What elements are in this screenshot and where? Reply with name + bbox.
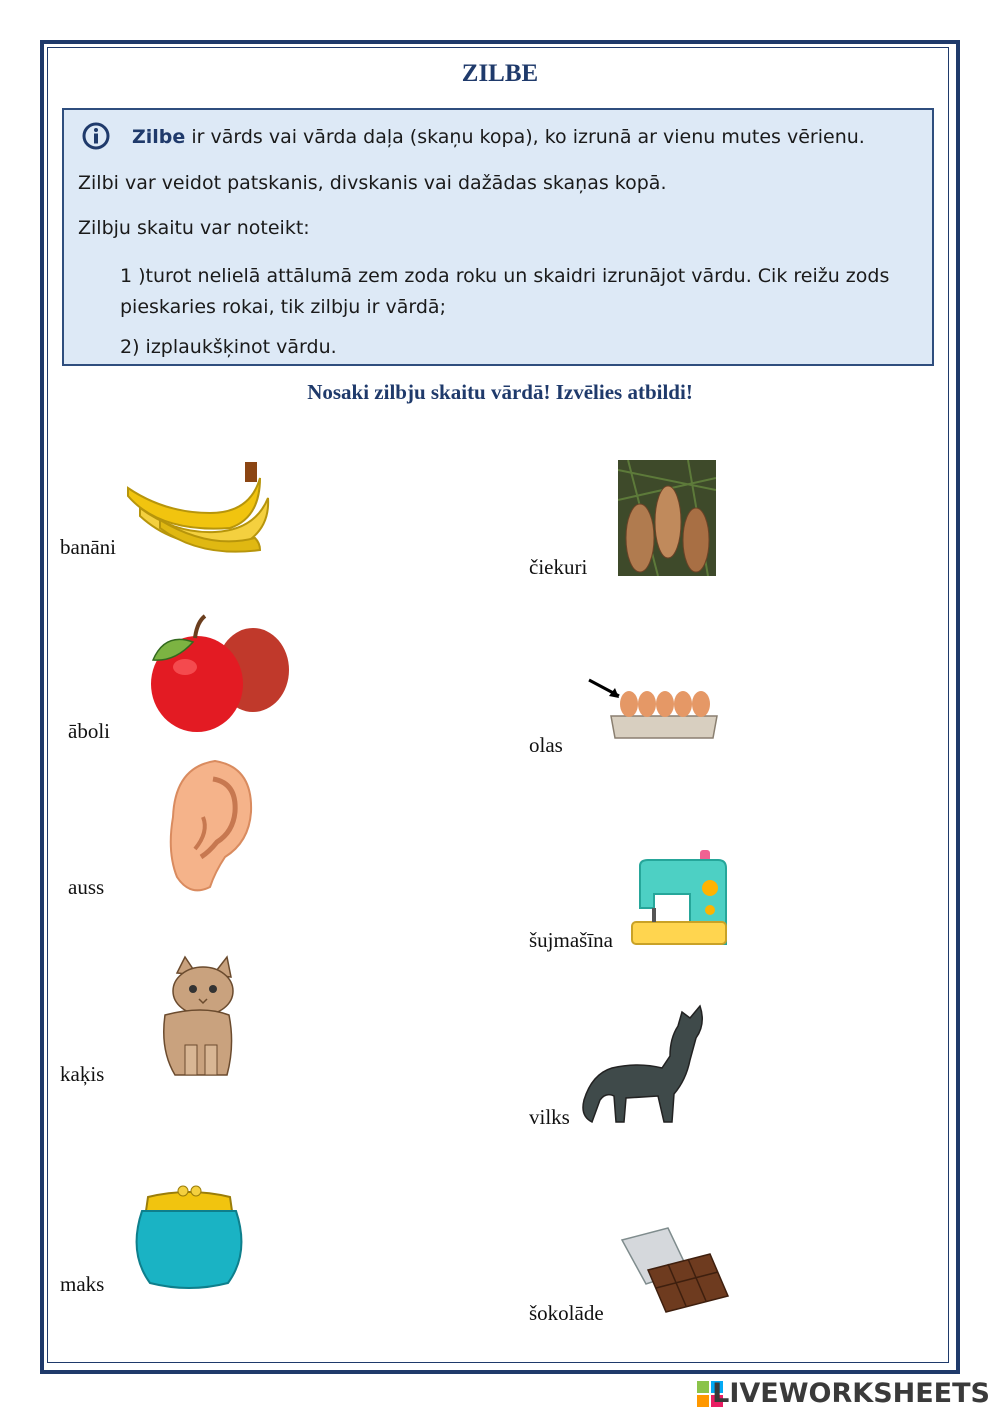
method-2: 2) izplaukšķinot vārdu. [120,336,337,358]
word-maks: maks [60,1272,105,1296]
ear-icon [165,757,257,897]
info-circle-icon [82,122,110,150]
cat-icon [155,955,270,1083]
definition-line [132,126,865,148]
word-auss: auss [68,875,105,899]
pine-cone-icon [618,460,716,576]
word-aboli: āboli [68,719,110,743]
chocolate-icon [618,1226,730,1314]
page-title: ZILBE [461,60,539,87]
apple-icon [135,612,295,737]
purse-icon [128,1183,250,1291]
definition-text: ir vārds vai vārda daļa (skaņu kopa), ko izrunā ar vienu mutes vērienu. [185,126,865,148]
task-instruction: Nosaki zilbju skaitu vārdā! Izvēlies atbildi! [307,380,693,404]
term-zilbe: Zilbe [132,126,186,148]
word-ciekuri: čiekuri [529,555,588,579]
banana-icon [120,458,272,556]
sewing-machine-icon [630,848,730,948]
word-olas: olas [529,733,563,757]
egg-tray-icon [585,676,720,744]
word-sujmasina: šujmašīna [529,928,613,952]
method-1: 1 )turot nelielā attālumā zem zoda roku un skaidri izrunājot vārdu. Cik reižu zods pieskaries rokai, tik zilbju ir vārdā; [120,265,890,318]
liveworksheets-brand: LIVEWORKSHEETS [712,1378,990,1409]
info-line-3: Zilbju skaitu var noteikt: [78,217,310,239]
word-sokolade: šokolāde [529,1301,604,1325]
wolf-icon [578,1004,708,1126]
info-line-2: Zilbi var veidot patskanis, divskanis vai dažādas skaņas kopā. [78,172,667,194]
word-vilks: vilks [529,1105,570,1129]
word-kakis: kaķis [60,1062,105,1086]
info-box [62,108,934,366]
word-banani: banāni [60,535,116,559]
